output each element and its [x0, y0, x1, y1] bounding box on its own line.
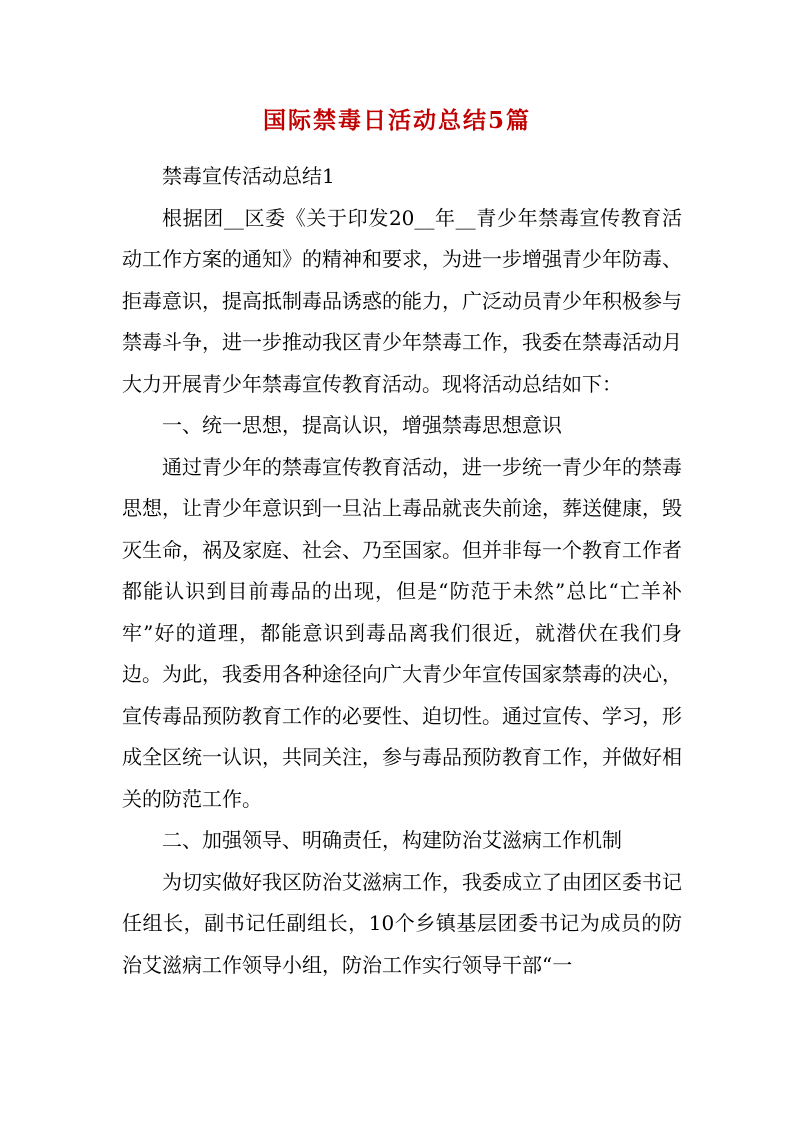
- body-paragraph: 根据团__区委《关于印发20__年__青少年禁毒宣传教育活动工作方案的通知》的精神和要求，为进一步增强青少年防毒、拒毒意识，提高抵制毒品诱惑的能力，广泛动员青少年积极参与禁毒斗争，进一步推动我区青少年禁毒工作，我委在禁毒活动月大力开展青少年禁毒宣传教育活动。现将活动总结如下：: [122, 205, 682, 396]
- section-heading: 一、统一思想，提高认识，增强禁毒思想意识: [162, 413, 562, 437]
- document-body: [122, 156, 682, 986]
- document-title: 国际禁毒日活动总结5篇: [262, 107, 531, 134]
- section-heading: 禁毒宣传活动总结1: [162, 164, 335, 188]
- body-paragraph: 为切实做好我区防治艾滋病工作，我委成立了由团区委书记任组长，副书记任副组长，10个乡镇基层团委书记为成员的防治艾滋病工作领导小组，防治工作实行领导干部“一: [122, 869, 682, 977]
- section-heading: 二、加强领导、明确责任，构建防治艾滋病工作机制: [162, 828, 622, 852]
- body-paragraph: 通过青少年的禁毒宣传教育活动，进一步统一青少年的禁毒思想，让青少年意识到一旦沾上毒品就丧失前途，葬送健康，毁灭生命，祸及家庭、社会、乃至国家。但并非每一个教育工作者都能认识到目前毒品的出现，但是“防范于未然”总比“亡羊补牢”好的道理，都能意识到毒品离我们很近，就潜伏在我们身边。为此，我委用各种途径向广大青少年宣传国家禁毒的决心，宣传毒品预防教育工作的必要性、迫切性。通过宣传、学习，形成全区统一认识，共同关注，参与毒品预防教育工作，并做好相关的防范工作。: [122, 454, 682, 811]
